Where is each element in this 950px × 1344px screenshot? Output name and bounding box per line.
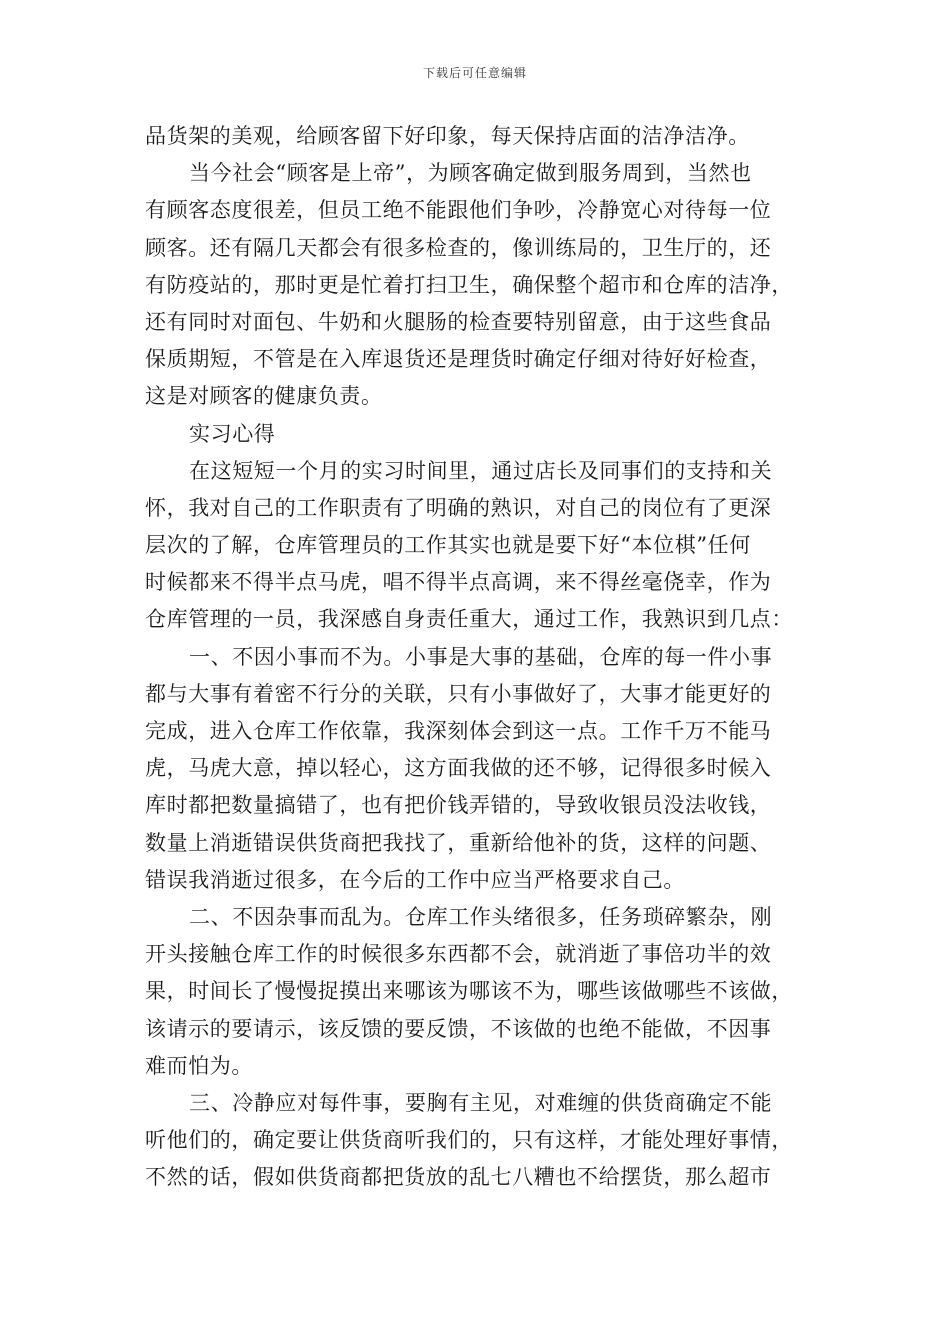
text-line: 怀，我对自己的工作职责有了明确的熟识，对自己的岗位有了更深: [145, 495, 772, 520]
text-line: 仓库管理的一员，我深感自身责任重大，通过工作，我熟识到几点：: [145, 607, 793, 632]
document-body: [145, 118, 810, 1196]
page-header-note: 下载后可任意编辑: [422, 66, 527, 80]
text-line: 虎，马虎大意，掉以轻心，这方面我做的还不够，记得很多时候入: [145, 756, 772, 781]
text-line: 一、不因小事而不为。小事是大事的基础，仓库的每一件小事: [189, 644, 773, 669]
text-line: 还有同时对面包、牛奶和火腿肠的检查要特别留意，由于这些食品: [145, 309, 772, 334]
text-line: 都与大事有着密不行分的关联，只有小事做好了，大事才能更好的: [145, 681, 772, 706]
text-line: 层次的了解，仓库管理员的工作其实也就是要下好“本位棋”任何: [145, 533, 751, 558]
text-line: 三、冷静应对每件事，要胸有主见，对难缠的供货商确定不能: [189, 1090, 773, 1115]
text-line: 错误我消逝过很多，在今后的工作中应当严格要求自己。: [145, 867, 685, 892]
text-line: 有防疫站的，那时更是忙着打扫卫生，确保整个超市和仓库的洁净，: [145, 272, 793, 297]
text-line: 实习心得: [189, 421, 276, 446]
text-line: 数量上消逝错误供货商把我找了，重新给他补的货，这样的问题、: [145, 830, 772, 855]
text-line: 时候都来不得半点马虎，唱不得半点高调，来不得丝毫侥幸，作为: [145, 570, 772, 595]
text-line: 顾客。还有隔几天都会有很多检查的，像训练局的，卫生厅的，还: [145, 235, 772, 260]
text-line: 该请示的要请示，该反馈的要反馈，不该做的也绝不能做，不因事: [145, 1016, 772, 1041]
text-line: 二、不因杂事而乱为。仓库工作头绪很多，任务琐碎繁杂，刚: [189, 904, 773, 929]
text-line: 这是对顾客的健康负责。: [145, 384, 383, 409]
text-line: 难而怕为。: [145, 1053, 253, 1078]
text-line: 当今社会“顾客是上帝”，为顾客确定做到服务周到，当然也: [189, 161, 752, 186]
text-line: 库时都把数量搞错了，也有把价钱弄错的，导致收银员没法收钱，: [145, 793, 772, 818]
text-line: 完成，进入仓库工作依靠，我深刻体会到这一点。工作千万不能马: [145, 719, 772, 743]
text-line: 听他们的，确定要让供货商听我们的，只有这样，才能处理好事情，: [145, 1128, 793, 1153]
text-line: 在这短短一个月的实习时间里，通过店长及同事们的支持和关: [189, 458, 773, 483]
text-line: 有顾客态度很差，但员工绝不能跟他们争吵，冷静宽心对待每一位: [145, 198, 772, 223]
text-line: 不然的话，假如供货商都把货放的乱七八糟也不给摆货，那么超市: [145, 1165, 772, 1190]
text-line: 果，时间长了慢慢捉摸出来哪该为哪该不为，哪些该做哪些不该做，: [145, 979, 793, 1004]
text-line: 品货架的美观，给顾客留下好印象，每天保持店面的洁净洁净。: [145, 124, 750, 148]
text-line: 保质期短，不管是在入库退货还是理货时确定仔细对待好好检查，: [145, 347, 772, 372]
text-line: 开头接触仓库工作的时候很多东西都不会，就消逝了事倍功半的效: [145, 942, 772, 967]
